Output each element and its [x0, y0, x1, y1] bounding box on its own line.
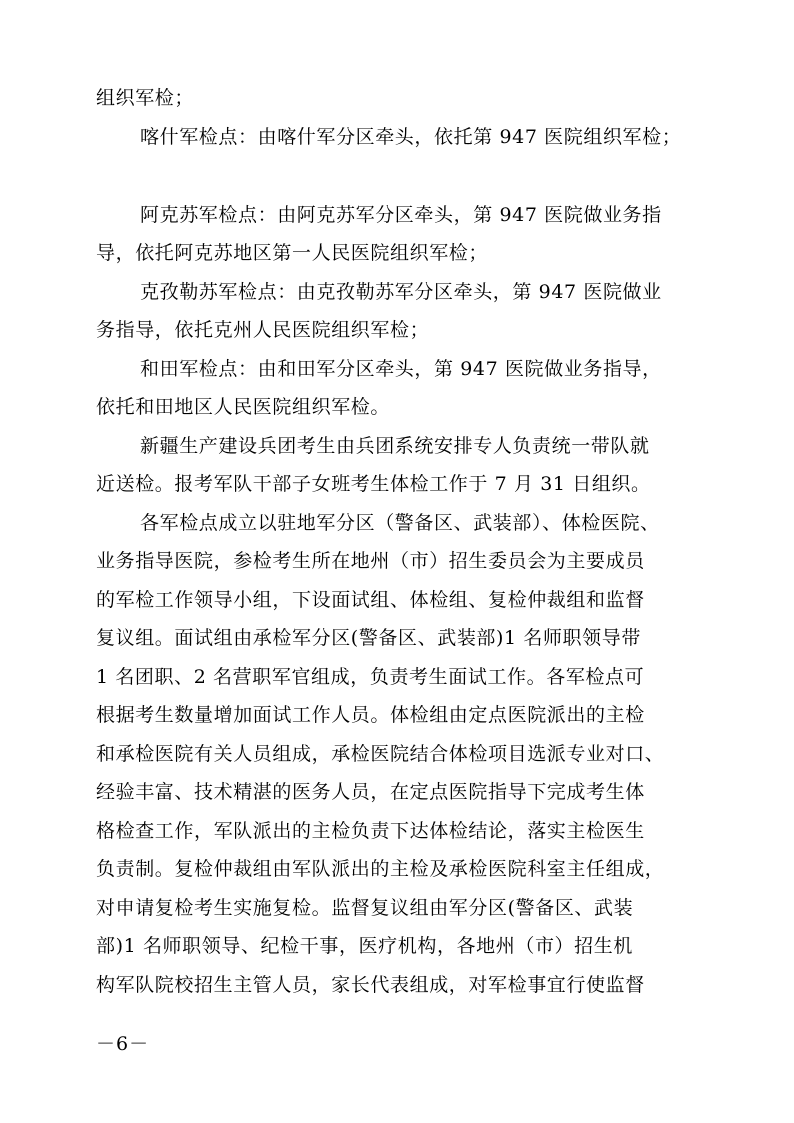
- paragraph-line: 对申请复检考生实施复检。监督复议组由军分区(警备区、武装: [96, 897, 634, 919]
- paragraph-line: 业务指导医院，参检考生所在地州（市）招生委员会为主要成员: [96, 550, 645, 572]
- paragraph-line: 部)1 名师职领导、纪检干事，医疗机构，各地州（市）招生机: [96, 935, 633, 957]
- paragraph-line: 和承检医院有关人员组成，承检医院结合体检项目选派专业对口、: [96, 743, 665, 765]
- paragraph-line: 和田军检点：由和田军分区牵头，第 947 医院做业务指导，: [140, 358, 662, 380]
- paragraph-line: 构军队院校招生主管人员，家长代表组成，对军检事宜行使监督: [96, 974, 645, 996]
- paragraph-line: 各军检点成立以驻地军分区（警备区、武装部）、体检医院、: [140, 512, 660, 534]
- paragraph-line: 复议组。面试组由承检军分区(警备区、武装部)1 名师职领导带: [96, 627, 641, 649]
- paragraph-line: 的军检工作领导小组，下设面试组、体检组、复检仲裁组和监督: [96, 589, 645, 611]
- paragraph-line: 经验丰富、技术精湛的医务人员，在定点医院指导下完成考生体: [96, 781, 645, 803]
- paragraph-line: 根据考生数量增加面试工作人员。体检组由定点医院派出的主检: [96, 704, 645, 726]
- paragraph-line: 克孜勒苏军检点：由克孜勒苏军分区牵头，第 947 医院做业: [140, 281, 662, 303]
- paragraph-line: 负责制。复检仲裁组由军队派出的主检及承检医院科室主任组成，: [96, 858, 665, 880]
- paragraph-line: 导，依托阿克苏地区第一人民医院组织军检；: [96, 242, 489, 264]
- paragraph-line: 阿克苏军检点：由阿克苏军分区牵头，第 947 医院做业务指: [140, 204, 662, 226]
- page-number: －6－: [96, 1033, 150, 1055]
- paragraph-line: 近送检。报考军队干部子女班考生体检工作于 7 月 31 日组织。: [96, 473, 651, 495]
- paragraph-line: 依托和田地区人民医院组织军检。: [96, 396, 391, 418]
- paragraph-line: 务指导，依托克州人民医院组织军检；: [96, 319, 430, 341]
- paragraph-line: 1 名团职、2 名营职军官组成，负责考生面试工作。各军检点可: [96, 666, 645, 688]
- paragraph-line: 格检查工作，军队派出的主检负责下达体检结论，落实主检医生: [96, 820, 645, 842]
- paragraph-line: 新疆生产建设兵团考生由兵团系统安排专人负责统一带队就: [140, 435, 650, 457]
- paragraph-line: 喀什军检点：由喀什军分区牵头，依托第 947 医院组织军检；: [140, 126, 682, 148]
- paragraph-line: 组织军检；: [96, 87, 195, 109]
